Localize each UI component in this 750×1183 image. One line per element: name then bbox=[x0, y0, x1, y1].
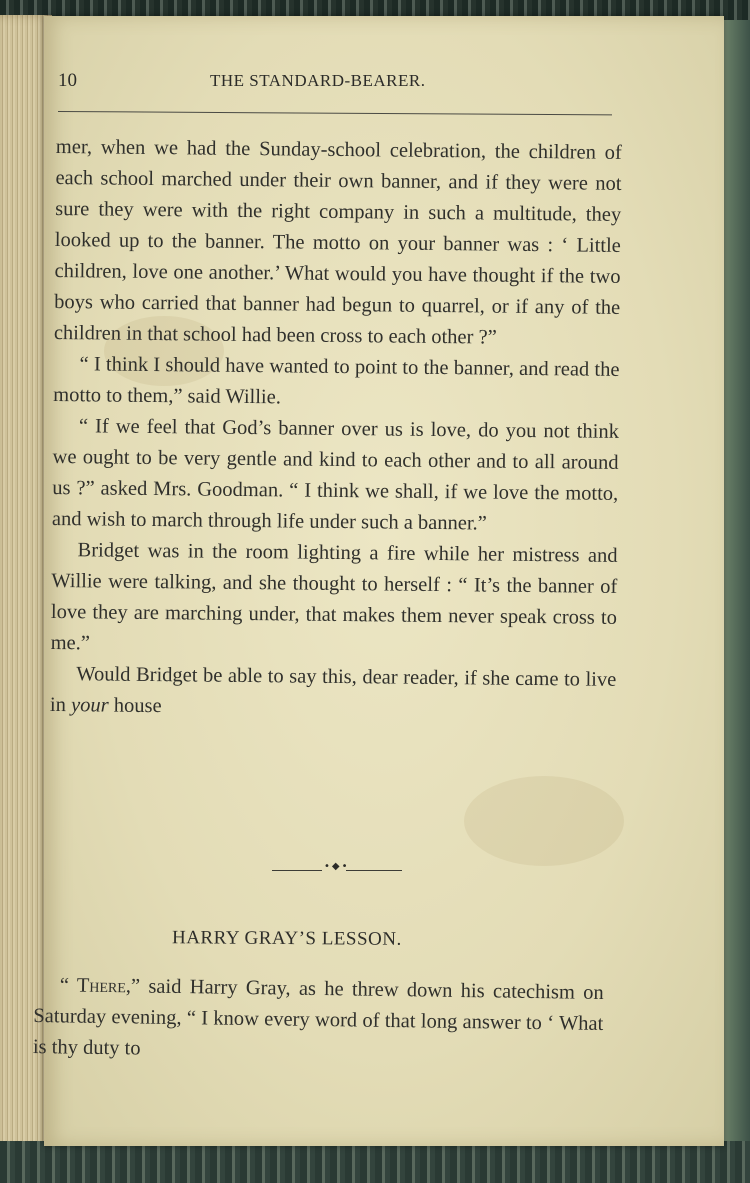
paragraph: “ If we feel that God’s banner over us is love, do you not think we ought to be very gentle and kind to each other and to all around us ?” asked Mrs. Goodman. “ I think we shall, if we love the motto, and wish to march through life under such a banner.” bbox=[51, 415, 620, 535]
paragraph bbox=[50, 659, 617, 727]
opening-word: “ There,” bbox=[59, 974, 141, 998]
section-ornament bbox=[272, 861, 402, 878]
ornament-line bbox=[272, 870, 322, 871]
book-bottom-edge bbox=[0, 1141, 750, 1183]
ornament-glyphs: •◆• bbox=[324, 861, 350, 872]
paragraph-text: house bbox=[108, 694, 162, 718]
paragraph: “ I think I should have wanted to point to the banner, and read the motto to them,” said Willie. bbox=[53, 353, 620, 409]
ornament-line bbox=[346, 870, 402, 871]
paragraph: Bridget was in the room lighting a fire while her mistress and Willie were talking, and she thought to herself : “ It’s the banner of love they are marching under, that makes them never speak cross to me.” bbox=[50, 539, 618, 655]
emphasized-word: your bbox=[70, 694, 109, 717]
paragraph-text: said Harry Gray, as he threw down his catechism on Saturday evening, “ I know every word of that long answer to ‘ What is thy duty to bbox=[32, 975, 604, 1060]
running-head bbox=[58, 70, 618, 96]
section-title: HARRY GRAY’S LESSON. bbox=[171, 927, 402, 950]
paper-stain bbox=[464, 776, 624, 866]
paragraph-text: Would Bridget be able to say this, dear reader, if she came to live in bbox=[49, 663, 617, 717]
paragraph bbox=[33, 970, 604, 1071]
chapter-text bbox=[50, 132, 622, 727]
page-number: 10 bbox=[58, 70, 77, 91]
running-title: THE STANDARD-BEARER. bbox=[210, 71, 426, 90]
paragraph: mer, when we had the Sunday-school celebration, the children of each school marched under their own banner, and if they were not sure they were with the right company in such a multitude, they looked up to the banner. The motto on your banner was : ‘ Little children, love one another.’ What would you have thought if the two boys who carried that banner had begun to quarrel, or if any of the children in that school had been cross to each other ?” bbox=[53, 135, 622, 349]
section-text bbox=[33, 970, 604, 1071]
